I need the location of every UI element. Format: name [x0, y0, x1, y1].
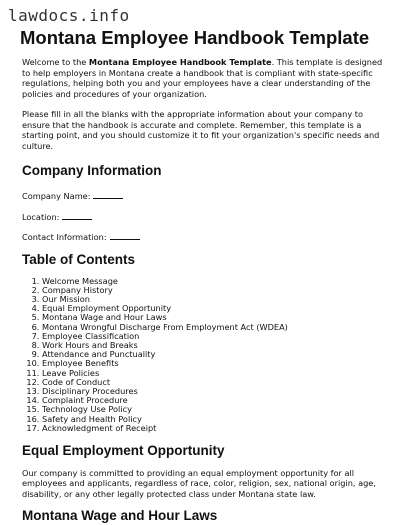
table-of-contents-heading: Table of Contents: [22, 251, 135, 267]
toc-item: 12. Code of Conduct: [42, 378, 384, 387]
toc-item: 9. Attendance and Punctuality: [42, 350, 384, 359]
location-label: Location:: [22, 211, 60, 222]
toc-item: 14. Complaint Procedure: [42, 396, 384, 405]
site-name: lawdocs.info: [8, 6, 130, 25]
intro-paragraph-1: [22, 57, 384, 99]
toc-item: 16. Safety and Health Policy: [42, 415, 384, 424]
toc-item: 1. Welcome Message: [42, 277, 384, 286]
toc-item: 11. Leave Policies: [42, 369, 384, 378]
contact-information-field: [22, 231, 384, 243]
toc-item: 4. Equal Employment Opportunity: [42, 304, 384, 313]
document-body: [22, 57, 384, 525]
company-name-field: [22, 190, 384, 202]
toc-item: 17. Acknowledgment of Receipt: [42, 424, 384, 433]
toc-item: 15. Technology Use Policy: [42, 405, 384, 414]
company-name-label: Company Name:: [22, 191, 91, 201]
location-field: [22, 211, 384, 223]
table-of-contents-list: [22, 277, 384, 433]
company-information-heading: Company Information: [22, 163, 162, 178]
company-name-blank[interactable]: [93, 190, 123, 199]
toc-item: 7. Employee Classification: [42, 332, 384, 341]
equal-employment-heading: Equal Employment Opportunity: [22, 442, 225, 458]
toc-item: 2. Company History: [42, 286, 384, 295]
equal-employment-text: Our company is committed to providing an equal employment opportunity for all employees and applicants, regardless of race, color, religion, sex, national origin, age, disability, or any other legally protected class under Montana state law.: [22, 467, 376, 499]
intro-text-start: Welcome to the: [22, 57, 89, 67]
toc-item: 5. Montana Wage and Hour Laws: [42, 313, 384, 322]
location-blank[interactable]: [62, 211, 92, 220]
intro-template-name: Montana Employee Handbook Template: [88, 57, 272, 67]
page-title: Montana Employee Handbook Template: [20, 27, 370, 48]
toc-item: 8. Work Hours and Breaks: [42, 341, 384, 350]
intro-text-end: . This template is designed to help employers in Montana create a handbook that is compliant with state-specific regulations, helping both you and your employees have a clear understanding of the policies and procedures of your organization.: [22, 57, 383, 99]
toc-item: 10. Employee Benefits: [42, 359, 384, 368]
wage-hour-heading: Montana Wage and Hour Laws: [22, 508, 218, 524]
contact-information-label: Contact Information:: [22, 232, 107, 242]
toc-item: 3. Our Mission: [42, 295, 384, 304]
contact-information-blank[interactable]: [110, 231, 140, 240]
toc-item: 13. Disciplinary Procedures: [42, 387, 384, 396]
intro-paragraph-2: Please fill in all the blanks with the appropriate information about your company to ensure that the handbook is accurate and complete. Remember, this template is a starting point, and you should customize it to fit your organization's specific needs and culture.: [22, 109, 380, 151]
toc-item: 6. Montana Wrongful Discharge From Employment Act (WDEA): [42, 323, 384, 332]
